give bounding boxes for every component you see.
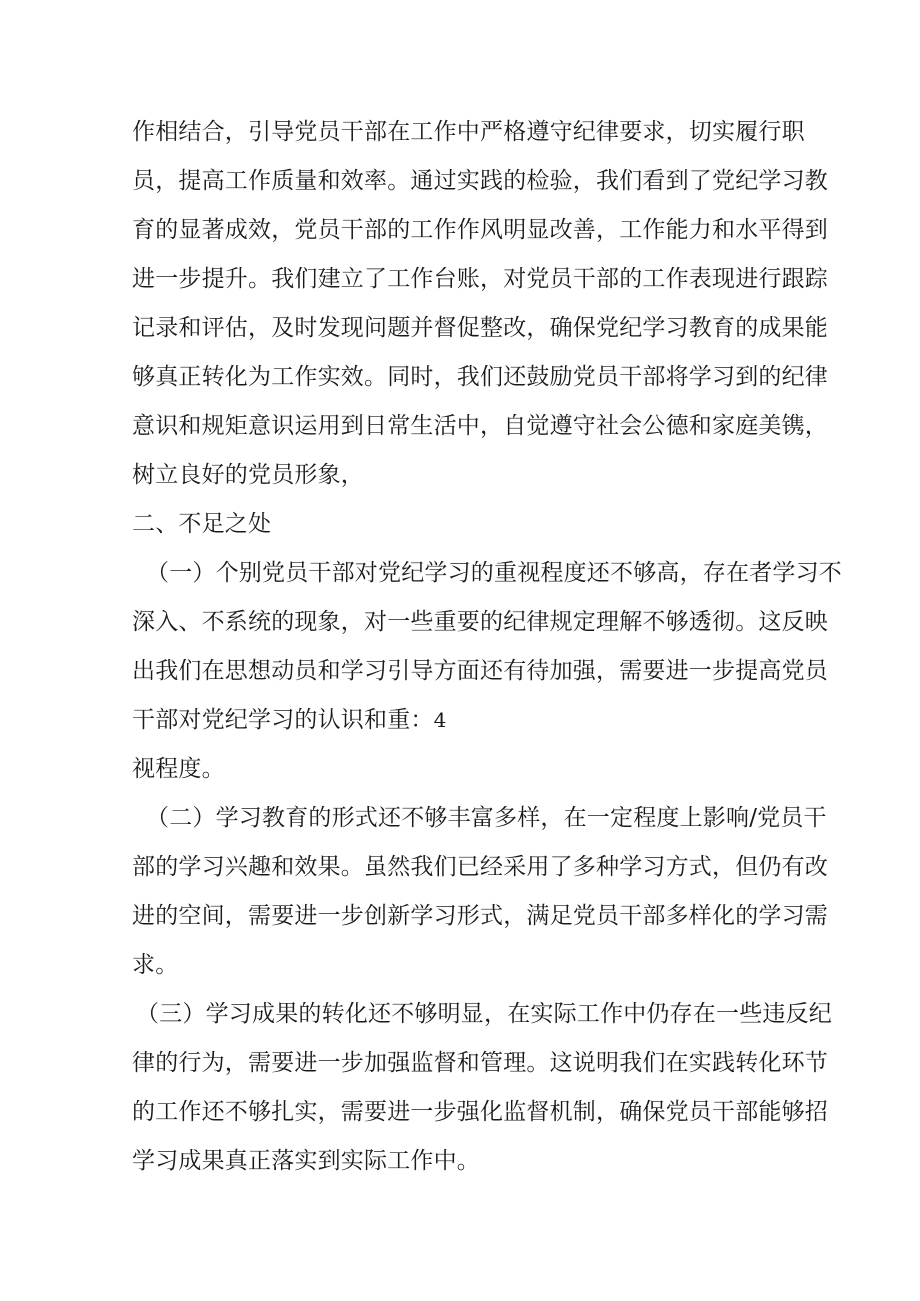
item-1-line: （一）个别党员干部对党纪学习的重视程度还不够高，存在者学习不 — [146, 560, 842, 586]
item-2-line: 进的空间，需要进一步创新学习形式，满足党员干部多样化的学习需 — [132, 903, 828, 929]
paragraph-line: 进一步提升。我们建立了工作台账，对党员干部的工作表现进行跟踪 — [132, 266, 828, 292]
item-3-line: 律的行为，需要进一步加强监督和管理。这说明我们在实践转化环节 — [132, 1050, 828, 1076]
paragraph-line: 员，提高工作质量和效率。通过实践的检验，我们看到了党纪学习教 — [132, 168, 828, 194]
stray-page-number: 4 — [433, 708, 447, 732]
item-2-line: 部的学习兴趣和效果。虽然我们已经采用了多种学习方式，但仍有改 — [132, 854, 828, 880]
item-2-line: （二）学习教育的形式还不够丰富多样，在一定程度上影响/党员干 — [146, 805, 827, 831]
item-3-line: 的工作还不够扎实，需要进一步强化监督机制，确保党员干部能够招 — [132, 1099, 828, 1125]
item-3-line: （三）学习成果的转化还不够明显，在实际工作中仍存在一些违反纪 — [136, 1001, 832, 1027]
paragraph-line: 意识和规矩意识运用到日常生活中，自觉遵守社会公德和家庭美镌， — [132, 413, 828, 439]
item-2-line: 求。 — [132, 952, 179, 978]
item-1-line: 深入、不系统的现象，对一些重要的纪律规定理解不够透彻。这反映 — [132, 609, 828, 635]
paragraph-line: 作相结合，引导党员干部在工作中严格遵守纪律要求，切实履行职 — [132, 119, 805, 145]
item-1-line — [132, 705, 447, 735]
paragraph-line: 育的显著成效，党员干部的工作作风明显改善，工作能力和水平得到 — [132, 217, 828, 243]
paragraph-line: 够真正转化为工作实效。同时，我们还鼓励党员干部将学习到的纪律 — [132, 364, 828, 390]
item-1-line: 出我们在思想动员和学习引导方面还有待加强，需要进一步提高党员 — [132, 658, 828, 684]
paragraph-line: 记录和评估，及时发现问题并督促整改，确保党纪学习教育的成果能 — [132, 315, 828, 341]
item-1-continuation: 视程度。 — [132, 756, 225, 782]
paragraph-line: 树立良好的党员形象， — [132, 462, 364, 488]
item-3-line: 学习成果真正落实到实际工作中。 — [132, 1148, 480, 1174]
section-heading: 二、不足之处 — [132, 511, 272, 537]
item-1-text: 干部对党纪学习的认识和重： — [132, 707, 434, 733]
